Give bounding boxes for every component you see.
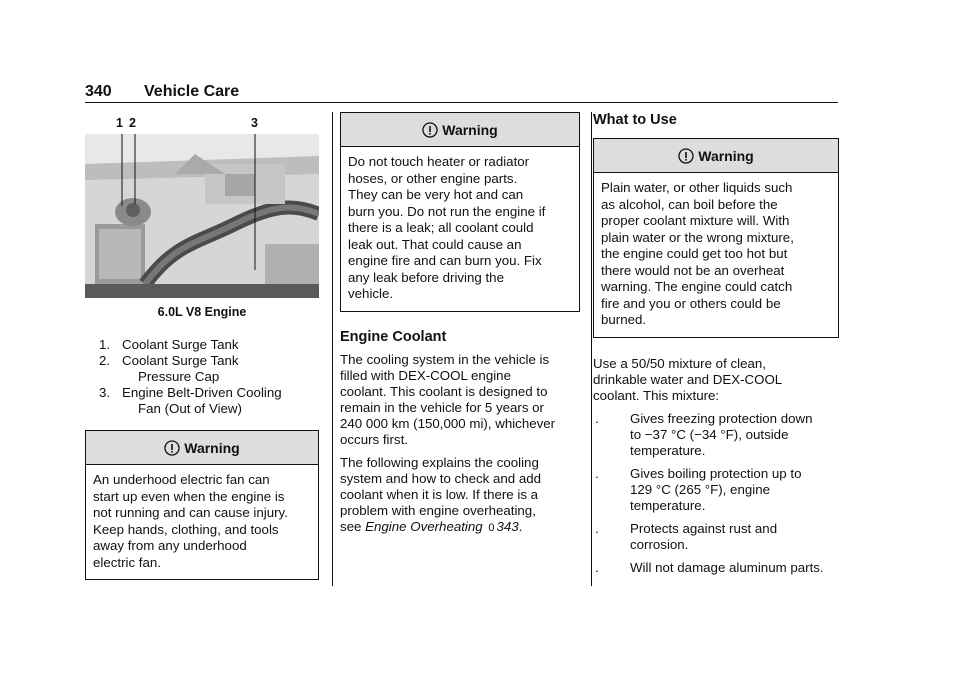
bullet-icon: . [595,465,599,481]
warning-text: Plain water, or other liquids such as alcohol, can boil before the proper coolant mixture will. With plain water or the wrong mixture, the engine could get too hot but there would not be an overheat warning. The engine could catch fire and you or others could be burned. [601,180,794,327]
paragraph-mixture-intro: Use a 50/50 mixture of clean, drinkable water and DEX-COOL coolant. This mixture: [593,355,783,403]
warning-icon [678,148,694,164]
figure-legend [85,337,319,417]
warning-title: Warning [442,121,498,138]
callout-1: 1 [116,116,123,130]
warning-text: Do not touch heater or radiator hoses, or other engine parts. They can be very hot and can burn you. Do not run the engine if there is a leak; all coolant could leak out. That could cause an engine fire and can burn you. Fix any leak before driving the vehicle. [348,154,546,301]
heading-what-to-use: What to Use [593,112,677,128]
paragraph-coolant-explain: The following explains the cooling system and how to check and add coolant when it is low. If there is a problem with engine overheating, see Engine Overheating 0 343. [340,454,542,534]
warning-header [86,431,318,465]
figure-caption: 6.0L V8 Engine [157,305,247,319]
paragraph-coolant-intro: The cooling system in the vehicle is filled with DEX-COOL engine coolant. This coolant is designed to remain in the vehicle for 5 years or 240 000 km (150,000 mi), whichever occurs first. [340,351,556,447]
column-divider-1 [332,112,333,586]
column-2 [340,112,580,536]
engine-overheating-link[interactable]: Engine Overheating [365,518,483,534]
bullet-icon: . [595,520,599,536]
section-title: Vehicle Care [144,83,240,100]
warning-box-plain-water [593,138,839,338]
heading-engine-coolant: Engine Coolant [340,328,447,345]
warning-text: An underhood electric fan can start up even when the engine is not running and can cause injury. Keep hands, clothing, and tools away from any underhood electric fan. [93,472,288,570]
callout-3: 3 [251,116,258,130]
page-ref-number[interactable]: 343 [496,518,519,534]
warning-box-fan [85,430,319,580]
bullet-icon: . [595,559,599,575]
legend-item: 2. Coolant Surge Tank Pressure Cap [99,353,239,384]
warning-title: Warning [184,439,240,456]
warning-icon [164,440,180,456]
column-3 [593,112,839,576]
warning-header [341,113,579,147]
bullet-item: . Protects against rust and corrosion. [595,520,778,552]
header-rule [85,102,838,103]
warning-header [594,139,838,173]
engine-photo [85,134,319,298]
legend-item: 3. Engine Belt-Driven Cooling Fan (Out of View) [99,385,282,416]
warning-title: Warning [698,147,754,164]
figure-callouts [85,112,319,134]
callout-2: 2 [129,116,136,130]
bullet-item: . Gives freezing protection down to −37 °C (−34 °F), outside temperature. [595,410,813,458]
warning-icon [422,122,438,138]
bullet-item: . Will not damage aluminum parts. [595,559,824,575]
warning-box-hot-parts [340,112,580,312]
column-1 [85,112,319,580]
legend-item: 1. Coolant Surge Tank [99,337,239,352]
page-number: 340 [85,83,112,100]
page-ref-icon: 0 [488,521,495,534]
column-divider-2 [591,112,592,586]
bullet-icon: . [595,410,599,426]
bullet-item: . Gives boiling protection up to 129 °C (265 °F), engine temperature. [595,465,802,513]
